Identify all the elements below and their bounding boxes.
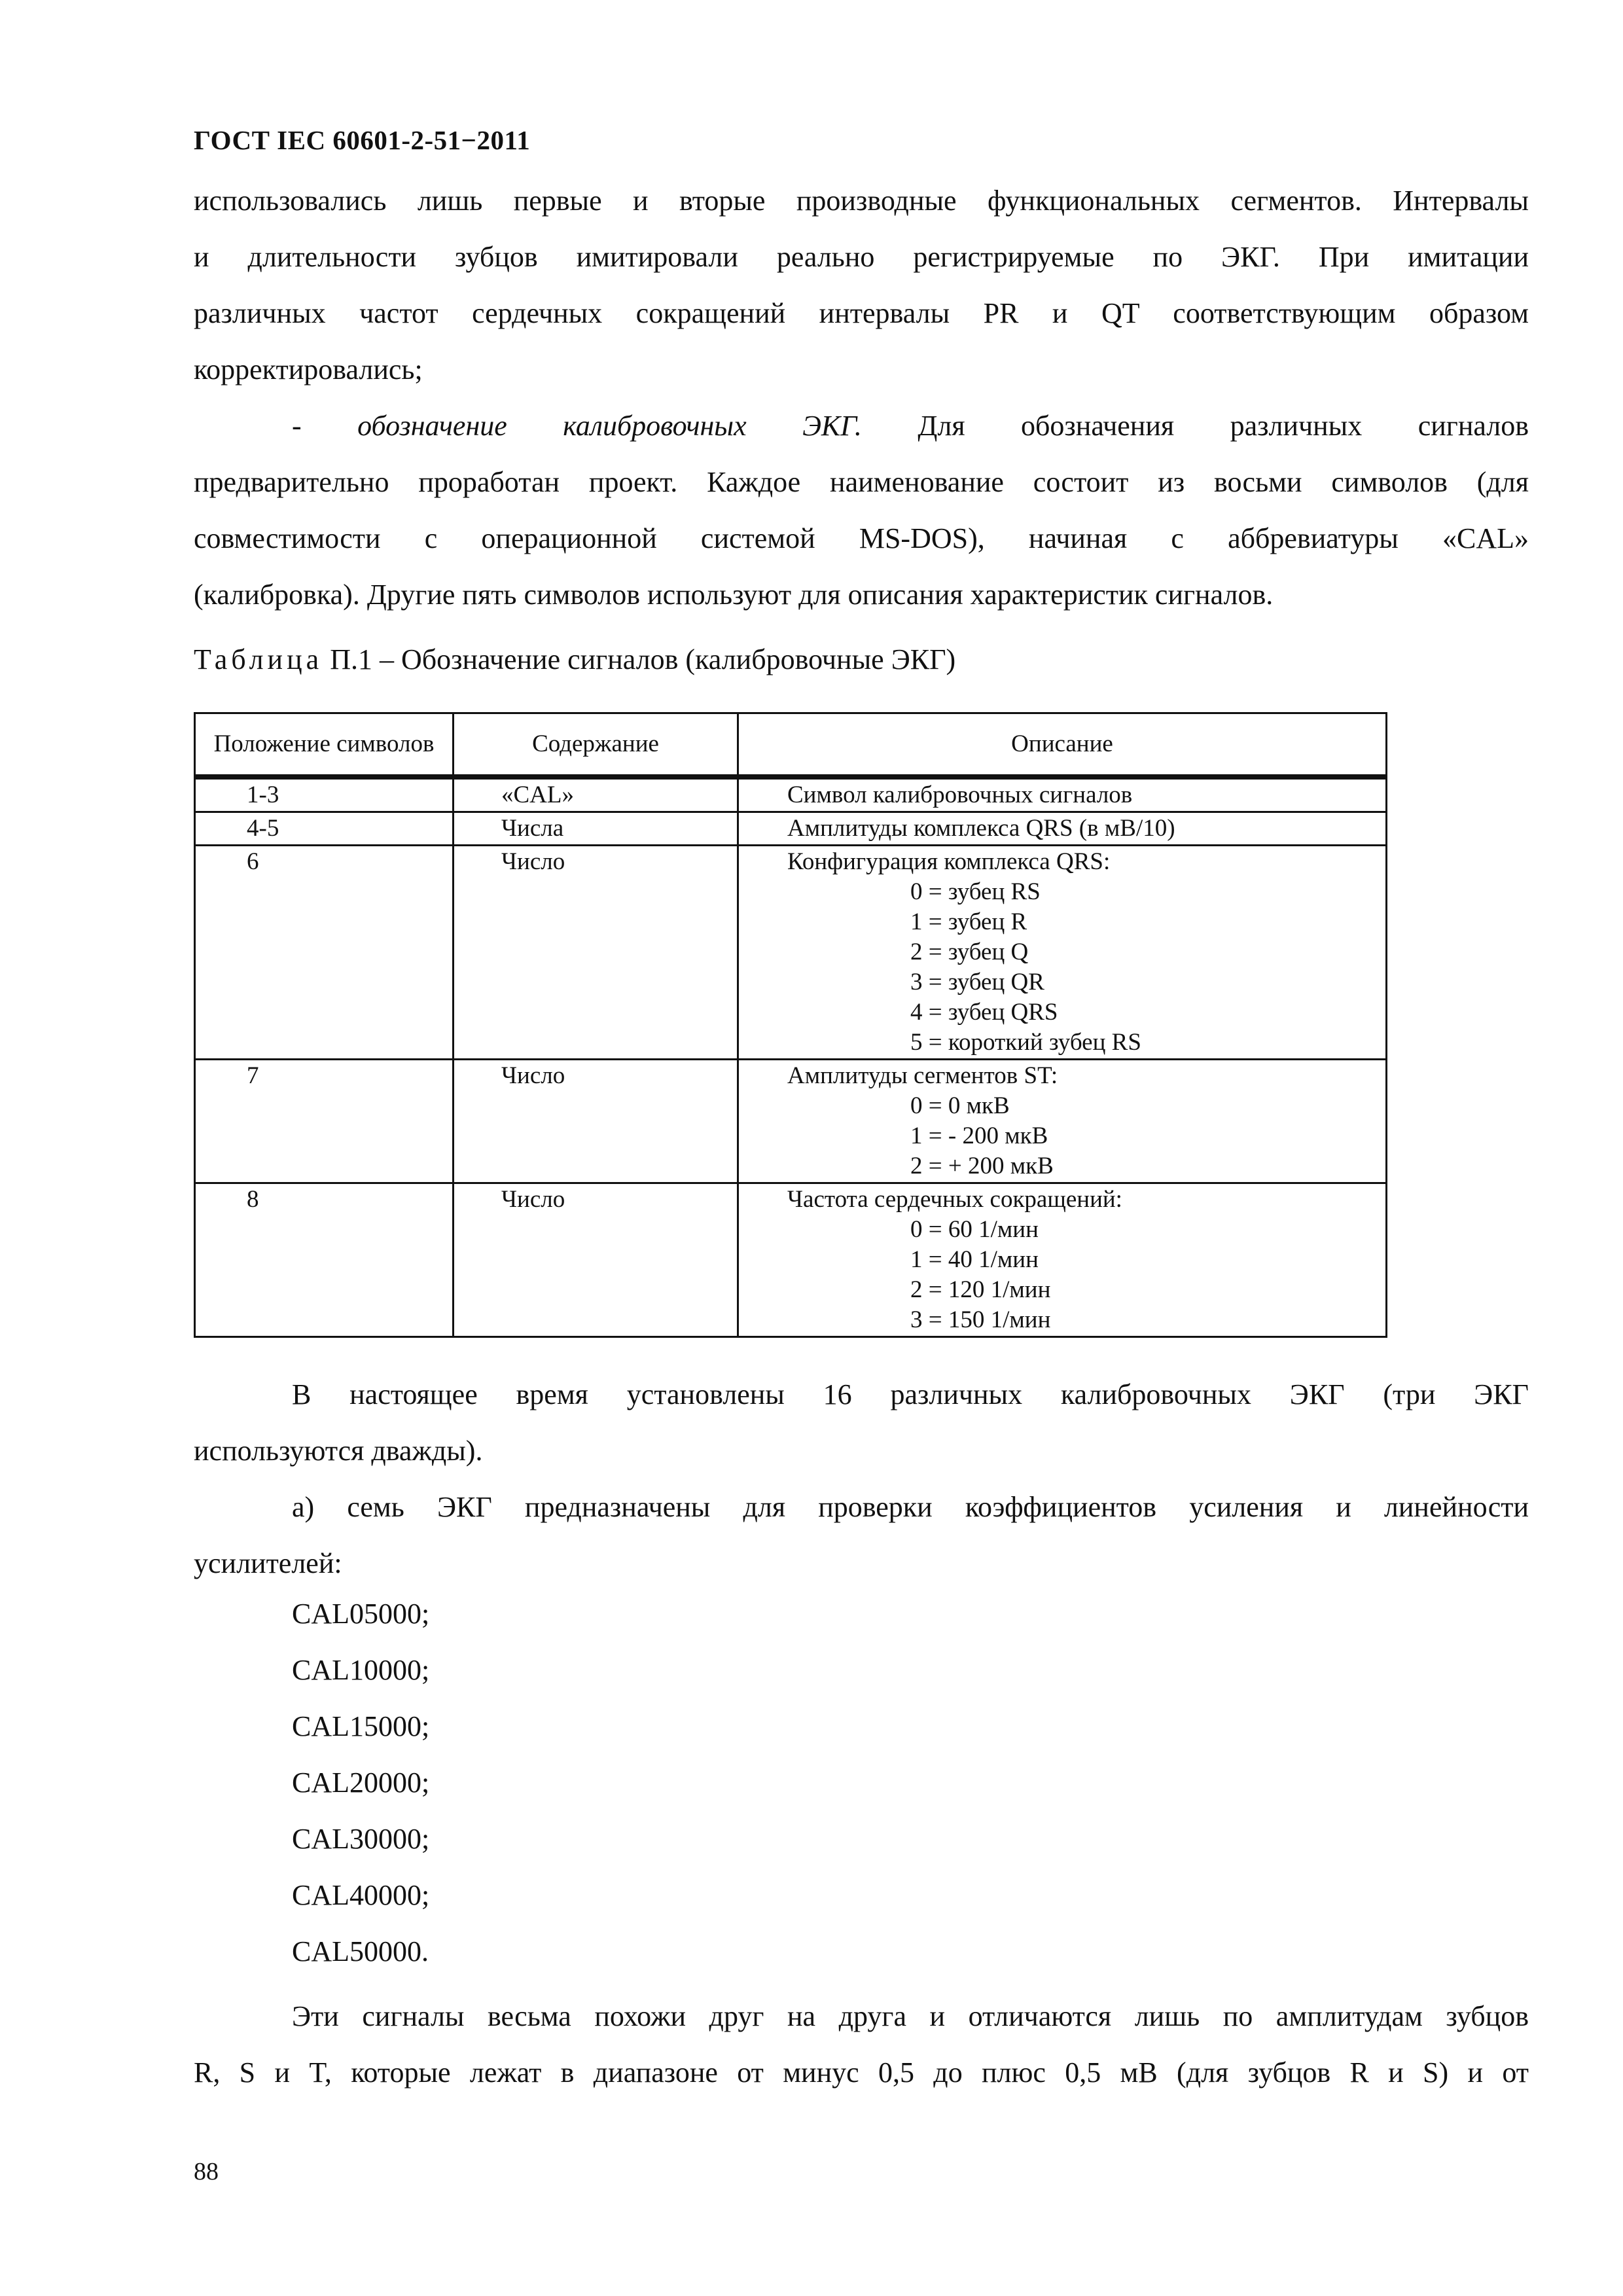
table-caption-label: Таблица bbox=[194, 643, 323, 675]
cell-content: «CAL» bbox=[454, 777, 738, 812]
cell-description bbox=[738, 1060, 1387, 1183]
table-row bbox=[195, 777, 1387, 812]
code-item: CAL30000; bbox=[292, 1823, 430, 1855]
paragraph-3 bbox=[194, 1367, 1529, 1479]
option-item: 3 = зубец QR bbox=[910, 969, 1044, 996]
option-item: 1 = 40 1/мин bbox=[910, 1246, 1039, 1273]
option-item: 5 = короткий зубец RS bbox=[910, 1029, 1141, 1056]
page-number: 88 bbox=[194, 2158, 219, 2185]
text-line: предварительно проработан проект. Каждое наименование состоит из восьми символов (для bbox=[194, 466, 1529, 498]
text-line: усилителей: bbox=[194, 1547, 342, 1579]
cell-position: 8 bbox=[195, 1183, 454, 1337]
code-item: CAL40000; bbox=[292, 1879, 430, 1911]
cell-description: Амплитуды комплекса QRS (в мВ/10) bbox=[738, 812, 1387, 846]
paragraph-2 bbox=[194, 398, 1529, 623]
list-dash: - bbox=[292, 410, 302, 442]
code-item: CAL20000; bbox=[292, 1767, 430, 1799]
option-item: 0 = 60 1/мин bbox=[910, 1216, 1039, 1243]
header-position: Положение символов bbox=[195, 713, 454, 778]
table-caption-text: П.1 – Обозначение сигналов (калибровочные ЭКГ) bbox=[330, 643, 956, 675]
option-item: 2 = 120 1/мин bbox=[910, 1276, 1051, 1303]
signals-table bbox=[194, 712, 1387, 1338]
cell-content: Числа bbox=[454, 812, 738, 846]
cell-description bbox=[738, 846, 1387, 1060]
option-item: 2 = + 200 мкВ bbox=[910, 1153, 1054, 1179]
option-item: 1 = зубец R bbox=[910, 908, 1027, 935]
code-item: CAL50000. bbox=[292, 1935, 429, 1967]
cell-position: 7 bbox=[195, 1060, 454, 1183]
cell-position: 4-5 bbox=[195, 812, 454, 846]
cell-content: Число bbox=[454, 846, 738, 1060]
code-item: CAL10000; bbox=[292, 1654, 430, 1686]
option-item: 4 = зубец QRS bbox=[910, 999, 1058, 1026]
cell-content: Число bbox=[454, 1183, 738, 1337]
code-item: CAL05000; bbox=[292, 1598, 430, 1630]
document-header: ГОСТ IEC 60601-2-51−2011 bbox=[194, 125, 531, 155]
table-row bbox=[195, 1060, 1387, 1183]
description-title: Амплитуды сегментов ST: bbox=[787, 1062, 1058, 1089]
text-line: (калибровка). Другие пять символов используют для описания характеристик сигналов. bbox=[194, 579, 1274, 611]
cell-position: 6 bbox=[195, 846, 454, 1060]
header-description: Описание bbox=[738, 713, 1387, 778]
text-line bbox=[194, 398, 1529, 454]
table-caption bbox=[194, 640, 955, 679]
table-row bbox=[195, 1183, 1387, 1337]
text-line: использовались лишь первые и вторые производные функциональных сегментов. Интервалы bbox=[194, 185, 1529, 217]
text-line: В настоящее время установлены 16 различных калибровочных ЭКГ (три ЭКГ bbox=[292, 1378, 1529, 1410]
paragraph-1 bbox=[194, 173, 1529, 398]
option-item: 3 = 150 1/мин bbox=[910, 1306, 1051, 1333]
emphasis-term: обозначение калибровочных ЭКГ. bbox=[357, 410, 862, 442]
text-line: а) семь ЭКГ предназначены для проверки коэффициентов усиления и линейности bbox=[292, 1491, 1529, 1523]
text-line: корректировались; bbox=[194, 353, 423, 386]
cell-description bbox=[738, 1183, 1387, 1337]
text-line: и длительности зубцов имитировали реально регистрируемые по ЭКГ. При имитации bbox=[194, 241, 1529, 273]
option-item: 0 = 0 мкВ bbox=[910, 1092, 1010, 1119]
text-line: Эти сигналы весьма похожи друг на друга и отличаются лишь по амплитудам зубцов bbox=[292, 2000, 1529, 2032]
paragraph-5 bbox=[194, 1988, 1529, 2101]
description-title: Конфигурация комплекса QRS: bbox=[787, 848, 1111, 875]
option-item: 0 = зубец RS bbox=[910, 878, 1041, 905]
paragraph-4 bbox=[194, 1479, 1529, 1592]
cell-position: 1-3 bbox=[195, 777, 454, 812]
header-content: Содержание bbox=[454, 713, 738, 778]
text-line: совместимости с операционной системой MS-DOS), начиная с аббревиатуры «CAL» bbox=[194, 522, 1529, 554]
option-item: 1 = - 200 мкВ bbox=[910, 1122, 1048, 1149]
text-line: используются дважды). bbox=[194, 1435, 483, 1467]
table-header-row bbox=[195, 713, 1387, 778]
text-line: R, S и T, которые лежат в диапазоне от минус 0,5 до плюс 0,5 мВ (для зубцов R и S) и от bbox=[194, 2056, 1529, 2089]
table-row bbox=[195, 846, 1387, 1060]
option-item: 2 = зубец Q bbox=[910, 939, 1029, 965]
cell-description: Символ калибровочных сигналов bbox=[738, 777, 1387, 812]
description-title: Частота сердечных сокращений: bbox=[787, 1186, 1122, 1213]
text-fragment: Для обозначения различных сигналов bbox=[918, 410, 1529, 442]
text-line: различных частот сердечных сокращений интервалы PR и QT соответствующим образом bbox=[194, 297, 1529, 329]
cell-content: Число bbox=[454, 1060, 738, 1183]
table-row bbox=[195, 812, 1387, 846]
code-item: CAL15000; bbox=[292, 1710, 430, 1742]
